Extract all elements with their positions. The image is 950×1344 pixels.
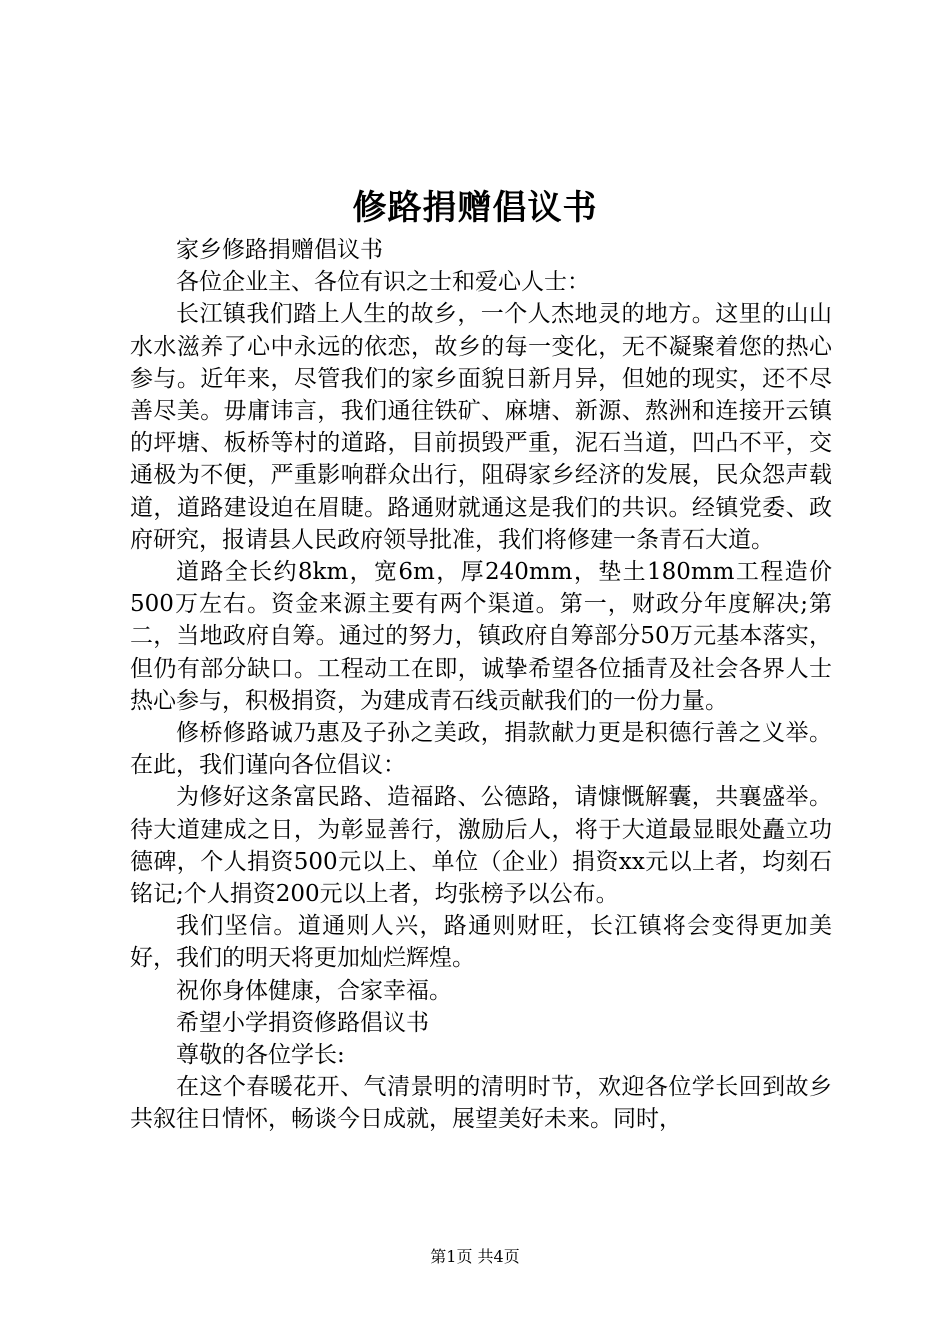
page-title: 修路捐赠倡议书	[352, 188, 598, 228]
salutation: 各位企业主、各位有识之士和爱心人士：	[176, 269, 590, 296]
document-body	[130, 234, 832, 1136]
paragraph: 修桥修路诚乃惠及子孙之美政，捐款献力更是积德行善之义举。在此，我们谨向各位倡议：	[130, 720, 832, 779]
salutation: 尊敬的各位学长:	[176, 1042, 345, 1069]
paragraph: 为修好这条富民路、造福路、公德路，请慷慨解囊，共襄盛举。待大道建成之日，为彰显善行，激励后人，将于大道最显眼处矗立功德碑，个人捐资500元以上、单位（企业）捐资xx元以上者，均刻石铭记;个人捐资200元以上者，均张榜予以公布。	[130, 784, 832, 908]
paragraph: 道路全长约8km，宽6m，厚240mm，垫土180mm工程造价500万左右。资金来源主要有两个渠道。第一，财政分年度解决;第二，当地政府自筹。通过的努力，镇政府自筹部分50万元基本落实，但仍有部分缺口。工程动工在即，诚挚希望各位插青及社会各界人士热心参与，积极捐资，为建成青石线贡献我们的一份力量。	[130, 559, 832, 714]
page-number: 第1页 共4页	[430, 1247, 520, 1266]
section-heading: 希望小学捐资修路倡议书	[176, 1009, 429, 1036]
paragraph: 长江镇我们踏上人生的故乡，一个人杰地灵的地方。这里的山山水水滋养了心中永远的依恋，故乡的每一变化，无不凝聚着您的热心参与。近年来，尽管我们的家乡面貌日新月异，但她的现实，还不尽善尽美。毋庸讳言，我们通往铁矿、麻塘、新源、熬洲和连接开云镇的坪塘、板桥等村的道路，目前损毁严重，泥石当道，凹凸不平，交通极为不便，严重影响群众出行，阻碍家乡经济的发展，民众怨声载道，道路建设迫在眉睫。路通财就通这是我们的共识。经镇党委、政府研究，报请县人民政府领导批准，我们将修建一条青石大道。	[130, 301, 832, 553]
paragraph: 在这个春暖花开、气清景明的清明时节，欢迎各位学长回到故乡共叙往日情怀，畅谈今日成就，展望美好未来。同时，	[130, 1074, 832, 1133]
paragraph: 我们坚信。道通则人兴，路通则财旺，长江镇将会变得更加美好，我们的明天将更加灿烂辉煌。	[130, 913, 832, 972]
subtitle-line: 家乡修路捐赠倡议书	[176, 237, 383, 263]
closing-wish: 祝你身体健康，合家幸福。	[176, 977, 452, 1004]
